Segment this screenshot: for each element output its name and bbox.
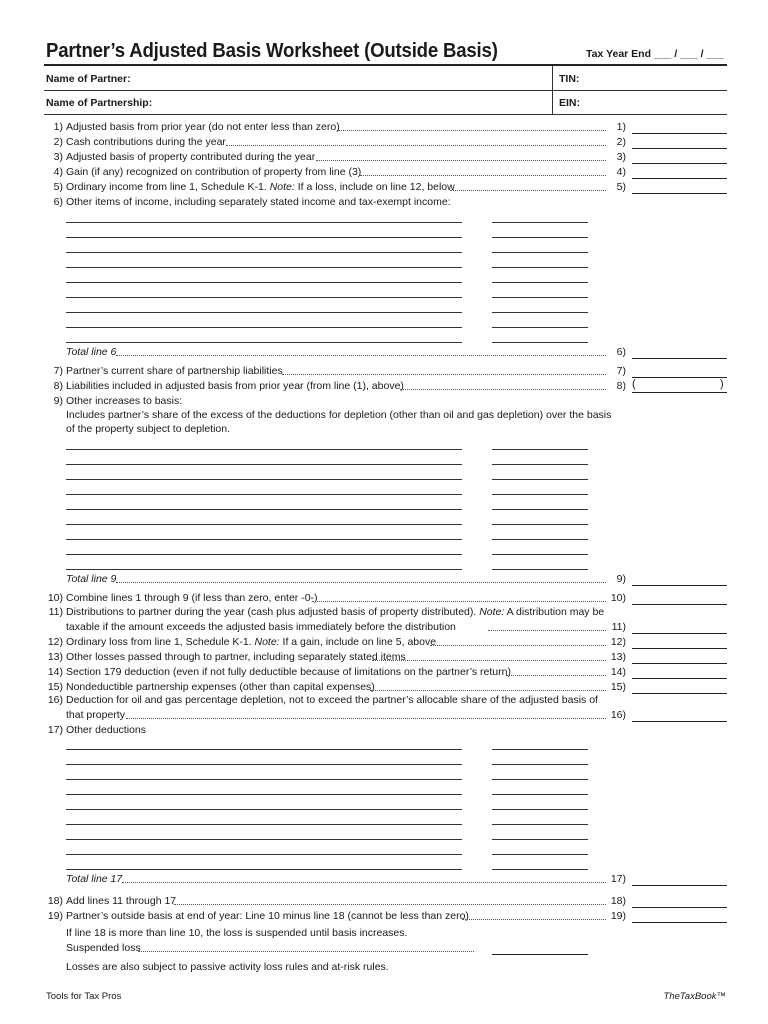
leader-dots — [488, 621, 606, 631]
line-5-amount-field[interactable] — [632, 193, 727, 194]
line-ref: 5) — [616, 181, 626, 193]
total-label: Total line 6 — [66, 346, 117, 358]
line-19-note: If line 18 is more than line 10, the loss is suspended until basis increases. — [66, 927, 408, 939]
amount-write-line[interactable] — [492, 237, 588, 238]
leader-dots — [360, 166, 606, 176]
line-ref: 14) — [610, 666, 626, 678]
leader-dots — [126, 709, 606, 719]
line-9-total-field[interactable] — [632, 585, 727, 586]
total-line-9 — [66, 573, 116, 586]
description-write-line[interactable] — [66, 779, 462, 780]
description-write-line[interactable] — [66, 297, 462, 298]
amount-write-line[interactable] — [492, 779, 588, 780]
line-16-amount-field[interactable] — [632, 721, 727, 722]
leader-dots — [506, 666, 606, 676]
line-6 — [46, 196, 451, 209]
name-of-partner-label: Name of Partner: — [46, 73, 131, 85]
amount-write-line[interactable] — [492, 854, 588, 855]
line-ref: 16) — [610, 709, 626, 721]
line-text: Ordinary income from line 1, Schedule K-1. — [66, 181, 270, 193]
leader-dots — [430, 636, 606, 646]
note-label: Note: — [479, 606, 505, 618]
line-number: 15) — [47, 681, 63, 693]
line-ref: 1) — [616, 121, 626, 133]
description-write-line[interactable] — [66, 509, 462, 510]
line-16 — [46, 694, 598, 707]
amount-write-line[interactable] — [492, 764, 588, 765]
line-4-amount-field[interactable] — [632, 178, 727, 179]
line-3 — [46, 151, 315, 164]
ein-label: EIN: — [559, 97, 580, 109]
line-ref: 2) — [616, 136, 626, 148]
description-write-line[interactable] — [66, 282, 462, 283]
amount-write-line[interactable] — [492, 252, 588, 253]
line-19-amount-field[interactable] — [632, 922, 727, 923]
line-text: Adjusted basis from prior year (do not enter less than zero) — [66, 121, 340, 133]
line-text: Other losses passed through to partner, including separately stated items — [66, 651, 406, 663]
line-ref: 8) — [616, 380, 626, 392]
amount-write-line[interactable] — [492, 312, 588, 313]
leader-dots — [400, 380, 606, 390]
line-13 — [46, 651, 406, 664]
line-text: Partner’s outside basis at end of year: Line 10 minus line 18 (cannot be less than zero) — [66, 910, 469, 922]
line-11-amount-field[interactable] — [632, 633, 727, 634]
partnership-name-input[interactable] — [150, 91, 550, 113]
description-write-line[interactable] — [66, 824, 462, 825]
line-number: 17) — [47, 724, 63, 736]
line-ref: 7) — [616, 365, 626, 377]
line-text: If a gain, include on line 5, above — [279, 636, 437, 648]
footer-left: Tools for Tax Pros — [46, 991, 122, 1002]
line-18-amount-field[interactable] — [632, 907, 727, 908]
line-number: 10) — [47, 592, 63, 604]
line-text: Other deductions — [66, 724, 146, 736]
line-number: 14) — [47, 666, 63, 678]
line-17 — [46, 724, 146, 737]
description-write-line[interactable] — [66, 267, 462, 268]
amount-write-line[interactable] — [492, 869, 588, 870]
line-9 — [46, 395, 182, 408]
line-ref: 18) — [610, 895, 626, 907]
line-ref: 6) — [616, 346, 626, 358]
description-write-line[interactable] — [66, 524, 462, 525]
line-number: 7) — [53, 365, 63, 377]
leader-dots — [138, 942, 474, 952]
amount-write-line[interactable] — [492, 524, 588, 525]
amount-write-line[interactable] — [492, 554, 588, 555]
total-label: Total line 17 — [66, 873, 123, 885]
amount-write-line[interactable] — [492, 809, 588, 810]
line-2 — [46, 136, 226, 149]
amount-write-line[interactable] — [492, 749, 588, 750]
line-13-amount-field[interactable] — [632, 663, 727, 664]
line-5 — [46, 181, 455, 194]
line-text: A distribution may be — [504, 606, 605, 618]
line-10-amount-field[interactable] — [632, 604, 727, 605]
line-ref: 9) — [616, 573, 626, 585]
line-number: 2) — [53, 136, 63, 148]
line-text: Cash contributions during the year — [66, 136, 226, 148]
suspended-loss-field[interactable] — [492, 954, 588, 955]
description-write-line[interactable] — [66, 869, 462, 870]
amount-write-line[interactable] — [492, 494, 588, 495]
line-15-amount-field[interactable] — [632, 693, 727, 694]
line-8 — [46, 380, 404, 393]
description-write-line[interactable] — [66, 839, 462, 840]
leader-dots — [282, 365, 606, 375]
leader-dots — [450, 181, 606, 191]
footer-right: TheTaxBook™ — [663, 991, 726, 1002]
amount-write-line[interactable] — [492, 297, 588, 298]
line-8-amount-field[interactable] — [632, 392, 727, 393]
line-number: 9) — [53, 395, 63, 407]
line-text: Nondeductible partnership expenses (other than capital expenses) — [66, 681, 375, 693]
total-line-6 — [66, 346, 116, 359]
amount-write-line[interactable] — [492, 839, 588, 840]
line-number: 5) — [53, 181, 63, 193]
description-write-line[interactable] — [66, 854, 462, 855]
leader-dots — [462, 910, 606, 920]
amount-write-line[interactable] — [492, 342, 588, 343]
line-ref: 3) — [616, 151, 626, 163]
line-3-amount-field[interactable] — [632, 163, 727, 164]
line-2-amount-field[interactable] — [632, 148, 727, 149]
amount-write-line[interactable] — [492, 464, 588, 465]
passive-loss-note: Losses are also subject to passive activity loss rules and at-risk rules. — [66, 961, 389, 973]
line-11 — [46, 606, 604, 619]
amount-write-line[interactable] — [492, 824, 588, 825]
line-number: 13) — [47, 651, 63, 663]
line-text: Liabilities included in adjusted basis from prior year (from line (1), above) — [66, 380, 404, 392]
line-ref: 10) — [610, 592, 626, 604]
leader-dots — [122, 873, 606, 883]
line-18 — [46, 895, 176, 908]
line-ref: 13) — [610, 651, 626, 663]
description-write-line[interactable] — [66, 449, 462, 450]
amount-write-line[interactable] — [492, 509, 588, 510]
tin-label: TIN: — [559, 73, 580, 85]
line-14 — [46, 666, 511, 679]
tax-year-end-field[interactable]: Tax Year End ___ / ___ / ___ — [586, 48, 724, 60]
amount-write-line[interactable] — [492, 539, 588, 540]
line-12 — [46, 636, 436, 649]
line-1 — [46, 121, 340, 134]
line-ref: 12) — [610, 636, 626, 648]
leader-dots — [312, 592, 606, 602]
line-ref: 17) — [610, 873, 626, 885]
line-4 — [46, 166, 361, 179]
leader-dots — [316, 151, 606, 161]
description-write-line[interactable] — [66, 764, 462, 765]
description-write-line[interactable] — [66, 809, 462, 810]
description-write-line[interactable] — [66, 494, 462, 495]
line-text: Combine lines 1 through 9 (if less than zero, enter -0-) — [66, 592, 318, 604]
line-text: Other items of income, including separately stated income and tax-exempt income: — [66, 196, 451, 208]
line-7-amount-field[interactable] — [632, 377, 727, 378]
line-ref: 11) — [611, 621, 626, 633]
amount-write-line[interactable] — [492, 569, 588, 570]
line-number: 8) — [53, 380, 63, 392]
line-1-amount-field[interactable] — [632, 133, 727, 134]
note-label: Note: — [269, 181, 295, 193]
ein-input[interactable] — [580, 91, 725, 113]
line-ref: 4) — [616, 166, 626, 178]
line-number: 3) — [53, 151, 63, 163]
line-9-subtext: of the property subject to depletion. — [66, 423, 231, 435]
description-write-line[interactable] — [66, 327, 462, 328]
page-title: Partner’s Adjusted Basis Worksheet (Outside Basis) — [46, 40, 498, 62]
amount-write-line[interactable] — [492, 794, 588, 795]
leader-dots — [338, 121, 606, 131]
line-number: 19) — [47, 910, 63, 922]
description-write-line[interactable] — [66, 312, 462, 313]
line-ref: 15) — [610, 681, 626, 693]
open-paren: ( — [632, 378, 636, 390]
line-number: 11) — [48, 606, 63, 618]
total-line-17 — [66, 873, 122, 886]
description-write-line[interactable] — [66, 794, 462, 795]
tin-input[interactable] — [580, 67, 725, 89]
line-text: Partner’s current share of partnership liabilities — [66, 365, 283, 377]
line-text: Adjusted basis of property contributed during the year — [66, 151, 316, 163]
line-number: 1) — [53, 121, 63, 133]
note-label: Note: — [254, 636, 280, 648]
line-text: Distributions to partner during the year (cash plus adjusted basis of property distributed). — [66, 606, 480, 618]
description-write-line[interactable] — [66, 749, 462, 750]
amount-write-line[interactable] — [492, 267, 588, 268]
line-text: Deduction for oil and gas percentage depletion, not to exceed the partner’s allocable share of the adjusted basis of — [66, 694, 598, 706]
line-11-continued: taxable if the amount exceeds the adjusted basis immediately before the distribution — [66, 621, 456, 633]
line-10 — [46, 592, 318, 605]
description-write-line[interactable] — [66, 479, 462, 480]
leader-dots — [116, 573, 606, 583]
line-text: Gain (if any) recognized on contribution of property from line (3) — [66, 166, 362, 178]
line-text: If a loss, include on line 12, below — [294, 181, 455, 193]
line-ref: 19) — [610, 910, 626, 922]
leader-dots — [116, 346, 606, 356]
description-write-line[interactable] — [66, 554, 462, 555]
close-paren: ) — [720, 378, 724, 390]
description-write-line[interactable] — [66, 237, 462, 238]
description-write-line[interactable] — [66, 342, 462, 343]
line-text: Section 179 deduction (even if not fully deductible because of limitations on the partner’s return) — [66, 666, 511, 678]
line-9-subtext: Includes partner’s share of the excess of the deductions for depletion (other than oil and gas depletion) over the basis — [66, 409, 612, 421]
id-column-divider — [552, 66, 553, 114]
description-write-line[interactable] — [66, 252, 462, 253]
name-of-partnership-label: Name of Partnership: — [46, 97, 153, 109]
line-16-continued: that property — [66, 709, 125, 721]
line-number: 18) — [47, 895, 63, 907]
line-number: 12) — [47, 636, 63, 648]
line-7 — [46, 365, 283, 378]
line-number: 6) — [53, 196, 63, 208]
line-text: Other increases to basis: — [66, 395, 183, 407]
total-label: Total line 9 — [66, 573, 117, 585]
suspended-loss-label: Suspended loss — [66, 942, 141, 954]
amount-write-line[interactable] — [492, 327, 588, 328]
line-number: 4) — [53, 166, 63, 178]
leader-dots — [174, 895, 606, 905]
line-6-total-field[interactable] — [632, 358, 727, 359]
line-12-amount-field[interactable] — [632, 648, 727, 649]
description-write-line[interactable] — [66, 464, 462, 465]
amount-write-line[interactable] — [492, 449, 588, 450]
partnership-row-rule — [44, 114, 727, 115]
leader-dots — [226, 136, 606, 146]
line-14-amount-field[interactable] — [632, 678, 727, 679]
description-write-line[interactable] — [66, 569, 462, 570]
title-rule — [44, 64, 727, 66]
partner-name-input[interactable] — [130, 67, 550, 89]
amount-write-line[interactable] — [492, 479, 588, 480]
description-write-line[interactable] — [66, 539, 462, 540]
line-text: Ordinary loss from line 1, Schedule K-1. — [66, 636, 255, 648]
line-17-total-field[interactable] — [632, 885, 727, 886]
line-19 — [46, 910, 469, 923]
amount-write-line[interactable] — [492, 222, 588, 223]
leader-dots — [370, 681, 606, 691]
line-15 — [46, 681, 375, 694]
line-number: 16) — [47, 694, 63, 706]
description-write-line[interactable] — [66, 222, 462, 223]
line-text: Add lines 11 through 17 — [66, 895, 177, 907]
amount-write-line[interactable] — [492, 282, 588, 283]
leader-dots — [372, 651, 606, 661]
